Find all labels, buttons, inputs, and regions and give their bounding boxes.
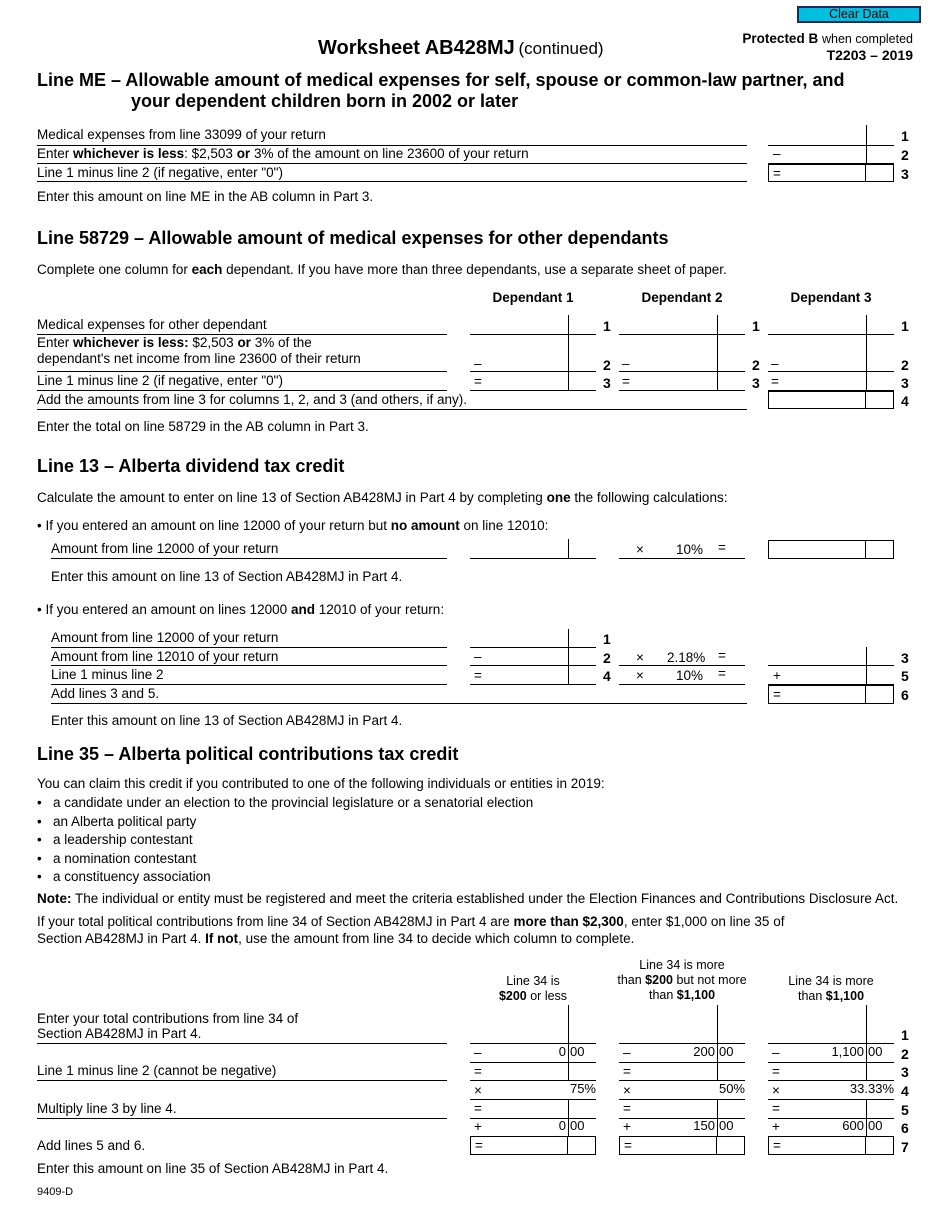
l58729-title: Line 58729 – Allowable amount of medical expenses for other dependants (37, 228, 669, 248)
l13-case2-note: Enter this amount on line 13 of Section AB428MJ in Part 4. (51, 713, 403, 728)
protected-b: Protected B (742, 31, 819, 46)
l35-c1-line2-dollars: 0 (558, 1044, 566, 1059)
l13-times-1: × (636, 650, 644, 665)
l13-line-number-3: 3 (901, 650, 909, 666)
dep1-equals-sign: = (474, 374, 482, 389)
l58729-intro: Complete one column for each dependant. If you have more than three dependants, use a separate sheet of paper. (37, 262, 727, 277)
l13-r1-label: Amount from line 12000 of your return (51, 630, 279, 645)
l35-line-number-1: 1 (901, 1027, 909, 1043)
l13-case1-rate-rule (619, 558, 745, 559)
l13-case1-row-rule (51, 558, 447, 559)
dep3-equals-sign: = (771, 374, 779, 389)
l35-c3-minus: – (772, 1045, 780, 1060)
l13-line1-input[interactable] (470, 647, 596, 648)
l35-c1-line2-divider (568, 1043, 569, 1062)
l13-r4-label: Add lines 3 and 5. (51, 686, 160, 701)
l13-r3-rule (51, 684, 447, 685)
dependant-3-header: Dependant 3 (790, 290, 872, 305)
l13-case2-heading: • If you entered an amount on lines 12000 and 12010 of your return: (37, 602, 445, 617)
l35-list-item (37, 832, 193, 847)
l35-c3-line2-dollars: 1,100 (831, 1044, 864, 1059)
l35-final-note: Enter this amount on line 35 of Section AB428MJ in Part 4. (37, 1161, 389, 1176)
l35-list-item-text: a constituency association (53, 869, 211, 884)
dep2-line3-divider (717, 371, 718, 390)
l13-r3-label: Line 1 minus line 2 (51, 667, 164, 682)
l35-col2-header: Line 34 is more than $200 but not more than $1,100 (617, 958, 747, 1002)
l35-c2-line3-divider (717, 1062, 718, 1080)
l35-c3-plus: + (772, 1119, 780, 1134)
l35-c1-plus: + (474, 1119, 482, 1134)
l13-line-number-2: 2 (603, 650, 611, 666)
page-title (318, 37, 604, 60)
l35-c3-line7-input[interactable] (768, 1136, 894, 1155)
l13-minus-sign: – (474, 649, 482, 664)
l13-r2-rule (51, 665, 447, 666)
l35-para2: Section AB428MJ in Part 4. If not, use the amount from line 34 to decide which column to complete. (37, 931, 635, 946)
l35-c1-line2-rule (470, 1062, 596, 1063)
l58729-total-divider (865, 392, 866, 408)
l35-row1-label-b: Section AB428MJ in Part 4. (37, 1026, 202, 1041)
l35-c3-line5-equals: = (772, 1101, 780, 1116)
me-note: Enter this amount on line ME in the AB column in Part 3. (37, 189, 374, 204)
l13-case1-row-label: Amount from line 12000 of your return (51, 541, 279, 556)
l35-row7-label: Add lines 5 and 6. (37, 1138, 146, 1153)
title-suffix: (continued) (518, 39, 604, 58)
dependant-2-header: Dependant 2 (641, 290, 723, 305)
dep2-line1-input[interactable] (619, 334, 745, 335)
l13-line3-input[interactable] (768, 665, 894, 666)
l35-list-item-text: an Alberta political party (53, 813, 197, 829)
l35-c1-line7-equals: = (475, 1138, 483, 1153)
dep1-line1-divider (568, 315, 569, 335)
protected-suffix: when completed (821, 32, 913, 46)
me-row3-rule (37, 181, 747, 182)
l35-row1-label-a: Enter your total contributions from line 34 of (37, 1011, 299, 1026)
dep3-minus-sign: – (771, 356, 779, 371)
l35-c3-rate-rule (768, 1099, 894, 1100)
dep3-line1-input[interactable] (768, 334, 894, 335)
me-line3-input[interactable] (768, 164, 894, 182)
dependant-1-header: Dependant 1 (492, 290, 574, 305)
l13-case1-rate: 10% (676, 542, 704, 557)
l35-c2-plus: + (623, 1119, 631, 1134)
l35-c3-line7-divider (865, 1137, 866, 1154)
l13-case1-times: × (636, 542, 644, 557)
l35-c1-line5-divider (568, 1099, 569, 1118)
me-row2-rule (37, 163, 747, 164)
l35-c2-line5-divider (717, 1099, 718, 1118)
l35-col1-header: Line 34 is $200 or less (498, 974, 568, 1003)
dep3-line3-divider (866, 371, 867, 390)
l35-row1-rule (37, 1043, 447, 1044)
l13-line-number-4: 4 (603, 668, 611, 684)
l13-equals-1: = (718, 648, 726, 663)
l35-line-number-7: 7 (901, 1139, 909, 1155)
l35-c1-rate: 75% (569, 1081, 596, 1096)
l35-list-item (37, 814, 196, 829)
l13-case1-input[interactable] (470, 558, 596, 559)
l35-line-number-4: 4 (901, 1083, 909, 1099)
dep2-line2-divider (717, 334, 718, 371)
dep1-line2-input[interactable] (470, 371, 596, 372)
l58729-total-input[interactable] (768, 391, 894, 409)
l35-c2-line1-divider (717, 1005, 718, 1043)
l13-rate1-rule (619, 665, 745, 666)
me-title-line1: Line ME – Allowable amount of medical expenses for self, spouse or common-law partner, and (37, 70, 845, 90)
bullet-glyph: • (37, 850, 42, 866)
l13-case1-divider (568, 539, 569, 559)
dep2-line1-divider (717, 315, 718, 335)
l35-line-number-2: 2 (901, 1046, 909, 1062)
l35-c2-line2-dollars: 200 (693, 1044, 715, 1059)
l35-c3-line6-divider (866, 1118, 867, 1136)
l58729-row3-rule (37, 390, 447, 391)
l13-rate-2-18: 2.18% (667, 650, 706, 665)
dep1-line3-divider (568, 371, 569, 390)
l13-line-number-6: 6 (901, 687, 909, 703)
l35-row3-label: Line 1 minus line 2 (cannot be negative) (37, 1063, 277, 1078)
l13-line6-input[interactable] (768, 685, 894, 704)
l35-c2-line7-divider (716, 1137, 717, 1154)
clear-data-button[interactable]: Clear Data (797, 6, 921, 23)
dep3-line2-input[interactable] (768, 371, 894, 372)
l35-c1-line6-divider (568, 1118, 569, 1136)
l35-c2-line3-equals: = (623, 1064, 631, 1079)
dep3-line-number-3: 3 (901, 375, 909, 391)
l35-c3-line6-cents: 00 (868, 1118, 883, 1133)
l13-case1-equals: = (718, 540, 726, 555)
l13-intro: Calculate the amount to enter on line 13 of Section AB428MJ in Part 4 by completing one the following calculations: (37, 490, 728, 505)
l35-list-item (37, 851, 196, 866)
l35-c2-line2-rule (619, 1062, 745, 1063)
dep3-line-number-1: 1 (901, 318, 909, 334)
form-id: T2203 – 2019 (826, 47, 913, 63)
l13-case1-result-input[interactable] (768, 540, 894, 559)
me-row2-label: Enter whichever is less: $2,503 or 3% of the amount on line 23600 of your return (37, 146, 529, 161)
me-line3-cents-divider (865, 165, 866, 181)
bullet-glyph: • (37, 832, 42, 847)
l35-list-item (37, 869, 211, 884)
dep1-line2-divider (568, 334, 569, 371)
l58729-note: Enter the total on line 58729 in the AB column in Part 3. (37, 419, 369, 434)
l35-c1-times: × (474, 1083, 482, 1098)
l58729-row2-rule (37, 371, 447, 372)
l35-c2-minus: – (623, 1045, 631, 1060)
l35-c1-minus: – (474, 1045, 482, 1060)
l35-c3-line2-divider (866, 1043, 867, 1062)
l35-list-item (37, 795, 533, 810)
l35-row5-rule (37, 1118, 447, 1119)
l13-equals-2: = (718, 666, 726, 681)
l35-c3-line3-equals: = (772, 1064, 780, 1079)
l35-note: Note: The individual or entity must be registered and meet the criteria established under the Election Finances and Contributions Disclosure Act. (37, 891, 899, 906)
dep1-line-number-2: 2 (603, 357, 611, 373)
dep2-line-number-3: 3 (752, 375, 760, 391)
me-line1-cents-divider (866, 125, 867, 145)
l13-line2-divider (568, 647, 569, 666)
me-line-number-3: 3 (901, 166, 909, 182)
me-minus-sign: – (773, 146, 781, 161)
l35-row5-label: Multiply line 3 by line 4. (37, 1101, 177, 1116)
l35-row3-rule (37, 1080, 447, 1081)
l35-c2-line5-equals: = (623, 1101, 631, 1116)
l35-c2-line2-divider (717, 1043, 718, 1062)
bullet-glyph: • (37, 869, 42, 884)
l35-c3-line1-divider (866, 1005, 867, 1043)
dep2-line-number-2: 2 (752, 357, 760, 373)
l35-c3-line2-rule (768, 1062, 894, 1063)
l35-c1-line3-equals: = (474, 1064, 482, 1079)
l35-intro: You can claim this credit if you contributed to one of the following individuals or entities in 2019: (37, 776, 605, 791)
dep1-minus-sign: – (474, 356, 482, 371)
l35-c3-line2-cents: 00 (868, 1044, 883, 1059)
l58729-row2-label-a: Enter whichever is less: $2,503 or 3% of the (37, 335, 312, 350)
l35-c3-line7-equals: = (773, 1138, 781, 1153)
dep1-line3-input[interactable] (470, 390, 596, 391)
dep1-line-number-3: 3 (603, 375, 611, 391)
dep3-line1-divider (866, 315, 867, 335)
l13-equals-sign: = (474, 668, 482, 683)
l13-line2-input[interactable] (470, 665, 596, 666)
l35-c2-line2-cents: 00 (719, 1044, 734, 1059)
l35-c3-line5-divider (866, 1099, 867, 1118)
l13-line3-divider (866, 647, 867, 666)
l58729-row2-label-b: dependant's net income from line 23600 of their return (37, 351, 361, 366)
l35-c2-line6-cents: 00 (719, 1118, 734, 1133)
l13-case1-heading: • If you entered an amount on line 12000 of your return but no amount on line 12010: (37, 518, 549, 533)
l13-line6-equals: = (773, 687, 781, 702)
l35-c3-rate: 33.33% (849, 1081, 894, 1096)
l13-line6-divider (865, 686, 866, 703)
me-title-line2: your dependent children born in 2002 or later (131, 91, 519, 111)
l35-line-number-5: 5 (901, 1102, 909, 1118)
form-code: 9409-D (37, 1186, 74, 1198)
dep3-line-number-2: 2 (901, 357, 909, 373)
l35-c2-line7-equals: = (624, 1138, 632, 1153)
dep1-line-number-1: 1 (603, 318, 611, 334)
l35-c2-line6-dollars: 150 (693, 1118, 715, 1133)
l35-c1-line6-dollars: 0 (558, 1118, 566, 1133)
l35-c2-times: × (623, 1083, 631, 1098)
me-line-number-2: 2 (901, 147, 909, 163)
l35-c2-line6-divider (717, 1118, 718, 1136)
l13-plus-sign: + (773, 668, 781, 683)
l35-c3-line3-divider (866, 1062, 867, 1080)
l35-c2-line7-input[interactable] (619, 1136, 745, 1155)
l13-line4-input[interactable] (470, 684, 596, 685)
l35-c1-line1-divider (568, 1005, 569, 1043)
me-line2-cents-divider (866, 145, 867, 163)
l13-case1-result-divider (865, 541, 866, 558)
l13-line-number-5: 5 (901, 668, 909, 684)
l13-r1-rule (51, 647, 447, 648)
l13-rate2-rule (619, 684, 745, 685)
l13-line1-divider (568, 629, 569, 648)
l35-c1-line3-divider (568, 1062, 569, 1080)
l35-list-item-text: a leadership contestant (53, 832, 193, 847)
l35-line-number-6: 6 (901, 1120, 909, 1136)
dep2-line3-input[interactable] (619, 390, 745, 391)
l13-line-number-1: 1 (603, 631, 611, 647)
dep2-line-number-1: 1 (752, 318, 760, 334)
l35-c3-times: × (772, 1083, 780, 1098)
l13-rate-10: 10% (676, 668, 704, 683)
l35-c2-rate: 50% (718, 1081, 745, 1096)
dep2-equals-sign: = (622, 374, 630, 389)
l35-c1-line7-divider (567, 1137, 568, 1154)
me-line-number-1: 1 (901, 128, 909, 144)
l13-line5-divider (866, 665, 867, 684)
bullet-glyph: • (37, 795, 42, 810)
me-row1-label: Medical expenses from line 33099 of your return (37, 127, 326, 142)
l35-c1-line2-cents: 00 (570, 1044, 585, 1059)
l13-title: Line 13 – Alberta dividend tax credit (37, 456, 345, 476)
l13-r2-label: Amount from line 12010 of your return (51, 649, 279, 664)
l35-col3-header: Line 34 is more than $1,100 (788, 974, 874, 1003)
dep2-line2-input[interactable] (619, 371, 745, 372)
l13-times-2: × (636, 668, 644, 683)
l58729-row1-label: Medical expenses for other dependant (37, 317, 267, 332)
l58729-line-number-4: 4 (901, 393, 909, 409)
l13-case1-note: Enter this amount on line 13 of Section AB428MJ in Part 4. (51, 569, 403, 584)
dep1-line1-input[interactable] (470, 334, 596, 335)
me-equals-sign: = (773, 166, 781, 181)
l35-c1-line7-input[interactable] (470, 1136, 596, 1155)
l58729-row3-label: Line 1 minus line 2 (if negative, enter "0") (37, 373, 283, 388)
bullet-glyph: • (37, 813, 42, 829)
l35-list-item-text: a nomination contestant (53, 850, 197, 866)
l35-title: Line 35 – Alberta political contributions tax credit (37, 744, 459, 764)
l35-c3-line6-dollars: 600 (842, 1118, 864, 1133)
l35-c1-line6-cents: 00 (570, 1118, 585, 1133)
l35-para1: If your total political contributions from line 34 of Section AB428MJ in Part 4 are more than $2,300, enter $1,000 on line 35 of (37, 914, 785, 929)
l58729-row4-label: Add the amounts from line 3 for columns 1, 2, and 3 (and others, if any). (37, 392, 467, 407)
l58729-row4-rule (37, 409, 747, 410)
title-text: Worksheet AB428MJ (318, 37, 515, 59)
l35-c1-rate-rule (470, 1099, 596, 1100)
me-row3-label: Line 1 minus line 2 (if negative, enter "0") (37, 165, 283, 180)
protected-label (742, 31, 913, 46)
l35-c1-line5-equals: = (474, 1101, 482, 1116)
l13-r4-rule (51, 703, 747, 704)
me-line1-input[interactable] (768, 145, 894, 146)
l13-line4-divider (568, 665, 569, 684)
l35-c2-rate-rule (619, 1099, 745, 1100)
l35-line-number-3: 3 (901, 1064, 909, 1080)
l35-list-item-text: a candidate under an election to the provincial legislature or a senatorial election (53, 795, 534, 810)
dep2-minus-sign: – (622, 356, 630, 371)
dep3-line2-divider (866, 334, 867, 371)
